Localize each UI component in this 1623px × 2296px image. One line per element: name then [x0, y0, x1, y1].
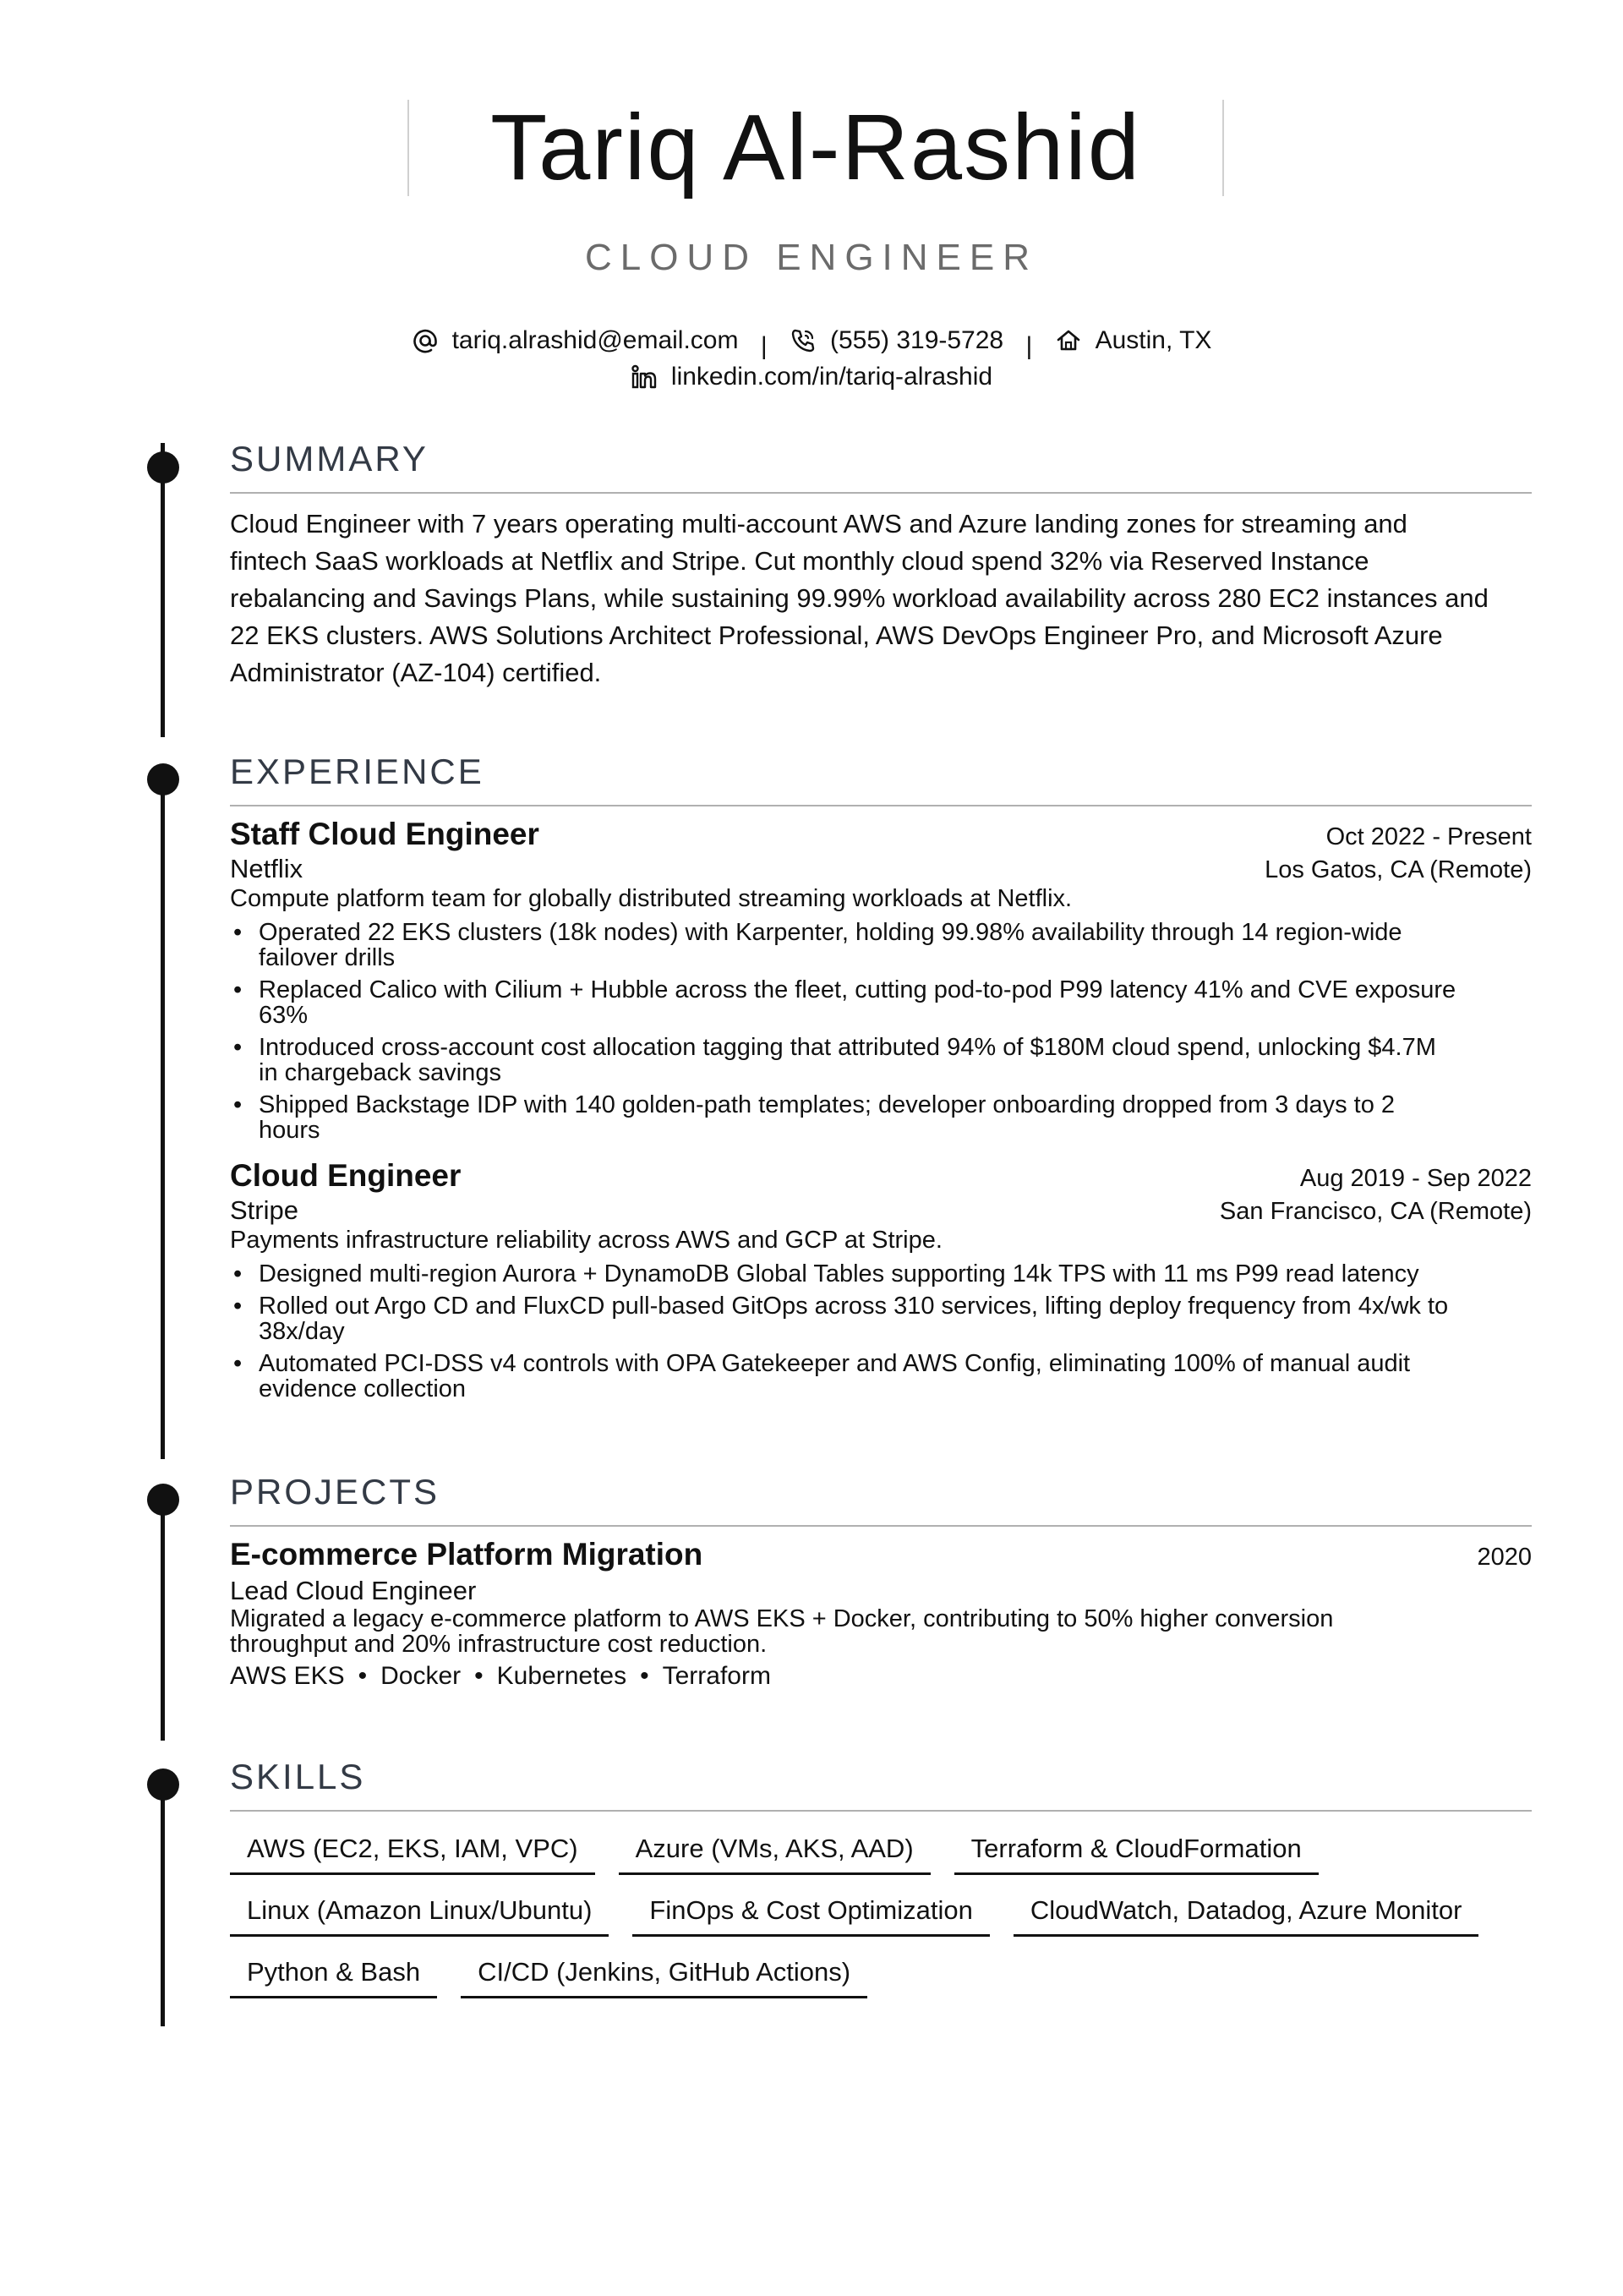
- contact-linkedin[interactable]: [631, 363, 992, 391]
- job-bullets: [230, 1261, 1532, 1402]
- summary-text: [230, 506, 1532, 692]
- location-text: Austin, TX: [1095, 326, 1212, 354]
- section-heading-summary: SUMMARY: [230, 439, 429, 478]
- section-heading-projects: PROJECTS: [230, 1472, 440, 1512]
- timeline-dot-skills: [147, 1768, 179, 1801]
- contact-email[interactable]: [412, 326, 739, 355]
- project-tags: AWS EKS • Docker • Kubernetes • Terraform: [230, 1662, 771, 1690]
- job-title: Staff Cloud Engineer: [230, 817, 539, 851]
- section-divider: [230, 1810, 1532, 1812]
- bullet-item: • Shipped Backstage IDP with 140 golden-path templates; developer onboarding dropped from 3 days to 2 hours: [230, 1092, 1532, 1143]
- skill-item: CI/CD (Jenkins, GitHub Actions): [461, 1955, 867, 1998]
- job-location: San Francisco, CA (Remote): [1219, 1198, 1532, 1225]
- job-entry: [230, 817, 1532, 1143]
- at-sign-icon: [412, 327, 439, 354]
- home-icon: [1055, 327, 1082, 354]
- skill-item: CloudWatch, Datadog, Azure Monitor: [1014, 1894, 1479, 1937]
- section-divider: [230, 492, 1532, 494]
- phone-icon: [790, 327, 817, 354]
- section-heading-skills: SKILLS: [230, 1757, 366, 1796]
- skill-item: Terraform & CloudFormation: [954, 1832, 1319, 1875]
- skill-item: AWS (EC2, EKS, IAM, VPC): [230, 1832, 595, 1875]
- tag: AWS EKS: [230, 1662, 345, 1690]
- skill-item: FinOps & Cost Optimization: [632, 1894, 989, 1937]
- job-entry: [230, 1158, 1532, 1402]
- timeline-dot-experience: [147, 763, 179, 795]
- project-name: E-commerce Platform Migration: [230, 1537, 703, 1572]
- job-company: Stripe: [230, 1195, 298, 1225]
- job-dates: Oct 2022 - Present: [1325, 823, 1532, 850]
- projects-section: [230, 1471, 1532, 1691]
- separator: |: [760, 332, 768, 360]
- email-text: tariq.alrashid@email.com: [451, 326, 739, 354]
- skill-item: Linux (Amazon Linux/Ubuntu): [230, 1894, 609, 1937]
- bullet-item: • Automated PCI-DSS v4 controls with OPA Gatekeeper and AWS Config, eliminating 100% of manual audit evidence collection: [230, 1351, 1532, 1402]
- tag: Kubernetes: [496, 1662, 627, 1690]
- job-dates: Aug 2019 - Sep 2022: [1299, 1165, 1532, 1192]
- skill-item: Azure (VMs, AKS, AAD): [619, 1832, 931, 1875]
- summary-line: Cloud Engineer with 7 years operating multi-account AWS and Azure landing zones for streaming and: [230, 509, 1407, 538]
- project-description: Migrated a legacy e-commerce platform to AWS EKS + Docker, contributing to 50% higher conversion throughput and 20% infrastructure cost reduction.: [230, 1605, 1334, 1658]
- summary-line: rebalancing and Savings Plans, while sustaining 99.99% workload availability across 280 EC2 instances and: [230, 583, 1489, 613]
- tag: Terraform: [662, 1662, 771, 1690]
- timeline-dot-projects: [147, 1484, 179, 1516]
- bullet-item: • Replaced Calico with Cilium + Hubble across the fleet, cutting pod-to-pod P99 latency 41% and CVE exposure 63%: [230, 977, 1532, 1028]
- timeline-line-projects: [161, 1484, 165, 1741]
- timeline-line-experience: [161, 764, 165, 1459]
- linkedin-text: linkedin.com/in/tariq-alrashid: [670, 363, 993, 391]
- section-divider: [230, 1525, 1532, 1527]
- separator: |: [1025, 332, 1033, 360]
- contact-phone[interactable]: [790, 326, 1003, 355]
- bullet-item: • Introduced cross-account cost allocation tagging that attributed 94% of $180M cloud spend, unlocking $4.7M in chargeback savings: [230, 1035, 1532, 1085]
- section-heading-experience: EXPERIENCE: [230, 752, 484, 791]
- job-title: Cloud Engineer: [230, 1158, 462, 1193]
- summary-line: 22 EKS clusters. AWS Solutions Architect Professional, AWS DevOps Engineer Pro, and Microsoft Azure: [230, 620, 1443, 650]
- project-entry: [230, 1537, 1532, 1691]
- summary-section: [230, 438, 1532, 692]
- skill-item: Python & Bash: [230, 1955, 437, 1998]
- job-company: Netflix: [230, 854, 303, 883]
- bullet-item: • Designed multi-region Aurora + DynamoDB Global Tables supporting 14k TPS with 11 ms P99 read latency: [230, 1261, 1532, 1287]
- contact-row-2: [0, 363, 1623, 397]
- bullet-item: • Operated 22 EKS clusters (18k nodes) with Karpenter, holding 99.98% availability through 14 region-wide failover drills: [230, 920, 1532, 970]
- skills-list: [230, 1832, 1532, 1998]
- bullet-item: • Rolled out Argo CD and FluxCD pull-based GitOps across 310 services, lifting deploy frequency from 4x/wk to 38x/day: [230, 1293, 1532, 1344]
- contact-row-1: [0, 326, 1623, 361]
- job-location: Los Gatos, CA (Remote): [1265, 856, 1532, 883]
- tag: Docker: [380, 1662, 462, 1690]
- timeline-dot-summary: [147, 451, 179, 484]
- linkedin-icon: [631, 364, 658, 391]
- phone-text: (555) 319-5728: [829, 326, 1004, 354]
- job-description: Compute platform team for globally distributed streaming workloads at Netflix.: [230, 885, 1073, 912]
- job-bullets: [230, 920, 1532, 1143]
- candidate-name: Tariq Al-Rashid: [490, 96, 1141, 200]
- timeline-line-summary: [161, 443, 165, 737]
- summary-line: Administrator (AZ-104) certified.: [230, 658, 602, 687]
- job-description: Payments infrastructure reliability across AWS and GCP at Stripe.: [230, 1227, 943, 1254]
- experience-section: [230, 751, 1532, 1402]
- section-divider: [230, 805, 1532, 806]
- timeline-line-skills: [161, 1769, 165, 2026]
- contact-location: [1055, 326, 1212, 355]
- name-frame: [407, 96, 1224, 200]
- job-title-headline: CLOUD ENGINEER: [584, 237, 1039, 278]
- project-year: 2020: [1477, 1544, 1532, 1571]
- skills-section: [230, 1756, 1532, 1998]
- project-role: Lead Cloud Engineer: [230, 1576, 477, 1605]
- summary-line: fintech SaaS workloads at Netflix and Stripe. Cut monthly cloud spend 32% via Reserved Instance: [230, 546, 1369, 576]
